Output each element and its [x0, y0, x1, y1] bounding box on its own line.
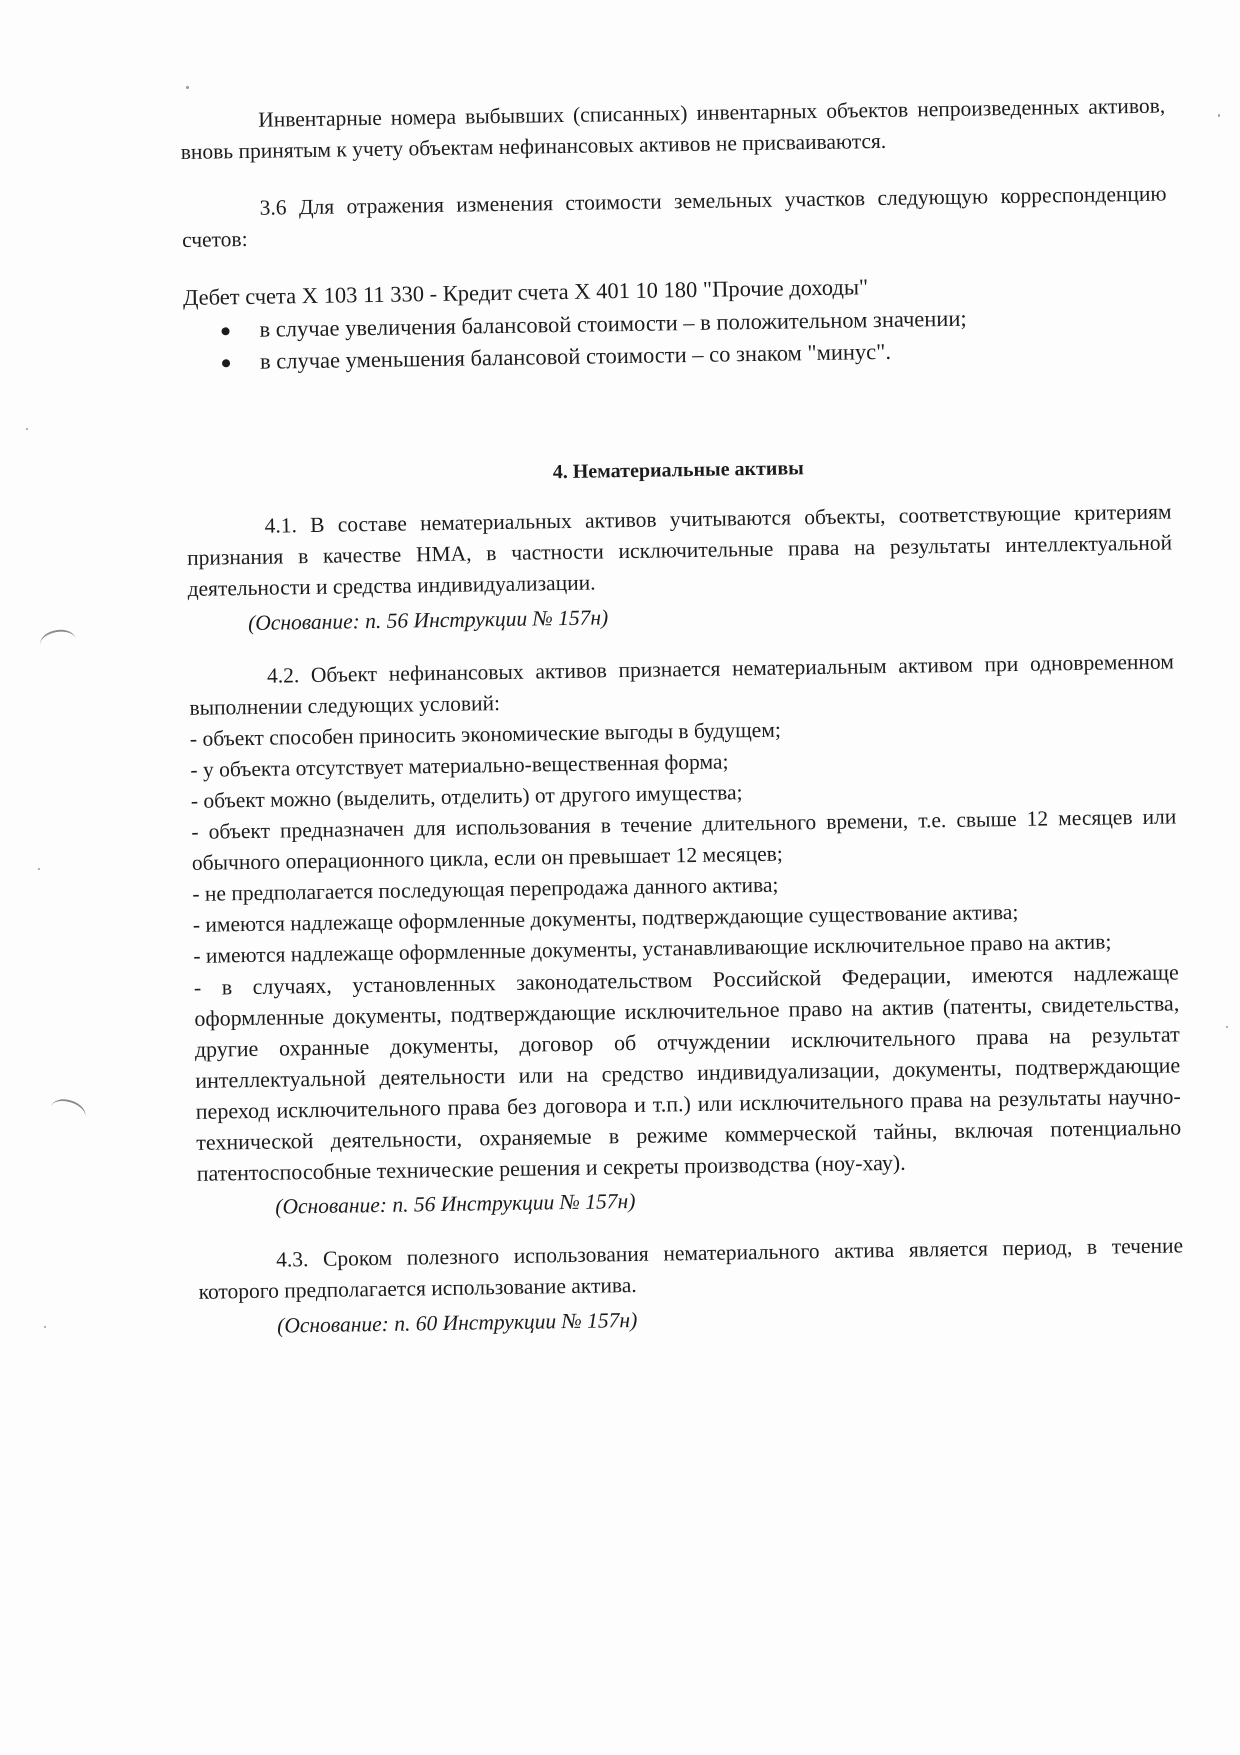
- paragraph-4-1: 4.1. В составе нематериальных активов учитываются объекты, соответствующие критериям признания в качестве НМА, в частности исключительные права на результаты интеллектуальной деятельности и средства индивидуализации.: [186, 499, 1173, 601]
- criterion-item: - объект способен приносить экономические выгоды в будущем;: [189, 717, 781, 751]
- bullet-icon: [221, 327, 229, 335]
- criterion-item: - у объекта отсутствует материально-вещественная форма;: [190, 749, 729, 782]
- accounting-entry: Дебет счета Х 103 11 330 - Кредит счета Х 401 10 180 "Прочие доходы": [182, 274, 869, 310]
- scan-speck: [1218, 114, 1220, 117]
- paragraph-4-2: 4.2. Объект нефинансовых активов признается нематериальным активом при одновременном выполнении следующих условий:: [189, 649, 1175, 720]
- criterion-item: - имеются надлежаще оформленные документы, устанавливающие исключительное право на актив;: [193, 929, 1112, 968]
- basis-note: (Основание: п. 56 Инструкции № 157н): [275, 1188, 636, 1219]
- criterion-item: - имеются надлежаще оформленные документы, подтверждающие существование актива;: [192, 899, 1019, 937]
- paragraph-inventory-numbers: Инвентарные номера выбывших (списанных) инвентарных объектов непроизведенных активов, вновь принятым к учету объектам нефинансовых активов не присваиваются.: [180, 93, 1166, 164]
- criterion-item: - объект можно (выделить, отделить) от другого имущества;: [190, 780, 743, 813]
- bullet-list: [183, 300, 1169, 379]
- scan-speck: [44, 1326, 46, 1328]
- criterion-item: - объект предназначен для использования в течение длительного времени, т.е. свыше 12 месяцев или обычного операционного цикла, если он превышает 12 месяцев;: [191, 804, 1177, 875]
- bullet-text: в случае увеличения балансовой стоимости – в положительном значении;: [259, 305, 967, 342]
- basis-note: (Основание: п. 60 Инструкции № 157н): [276, 1307, 638, 1338]
- bullet-icon: [222, 359, 230, 367]
- basis-note: (Основание: п. 56 Инструкции № 157н): [247, 605, 609, 635]
- bullet-text: в случае уменьшения балансовой стоимости – со знаком "минус".: [259, 338, 892, 374]
- scan-speck: [26, 428, 28, 430]
- criterion-item: - не предполагается последующая перепродажа данного актива;: [192, 872, 779, 906]
- punch-hole-mark: [38, 627, 78, 657]
- scan-speck: [186, 86, 189, 89]
- section-heading: 4. Нематериальные активы: [552, 457, 804, 484]
- paragraph-3-6: 3.6 Для отражения изменения стоимости земельных участков следующую корреспонденцию счетов:: [181, 181, 1167, 252]
- punch-hole-mark: [47, 1095, 89, 1129]
- paragraph-4-3: 4.3. Сроком полезного использования нематериального актива является период, в течение которого предполагается использование актива.: [198, 1233, 1184, 1304]
- criterion-item: - в случаях, установленных законодательством Российской Федерации, имеются надлежаще оформленные документы, подтверждающие исключительное право на актив (патенты, свидетельства, другие охранные документы, договор об отчуждении исключительного права на результат интеллектуальной деятельности или на средство индивидуализации, документы, подтверждающие переход исключительного права без договора и т.п.) или исключительного права на результаты научно-технической деятельности, охраняемые в режиме коммерческой тайны, включая потенциально патентоспособные технические решения и секреты производства (ноу-хау).: [193, 959, 1182, 1186]
- document-body: [180, 91, 1184, 1343]
- scan-speck: [38, 868, 40, 870]
- scan-speck: [1226, 1026, 1228, 1028]
